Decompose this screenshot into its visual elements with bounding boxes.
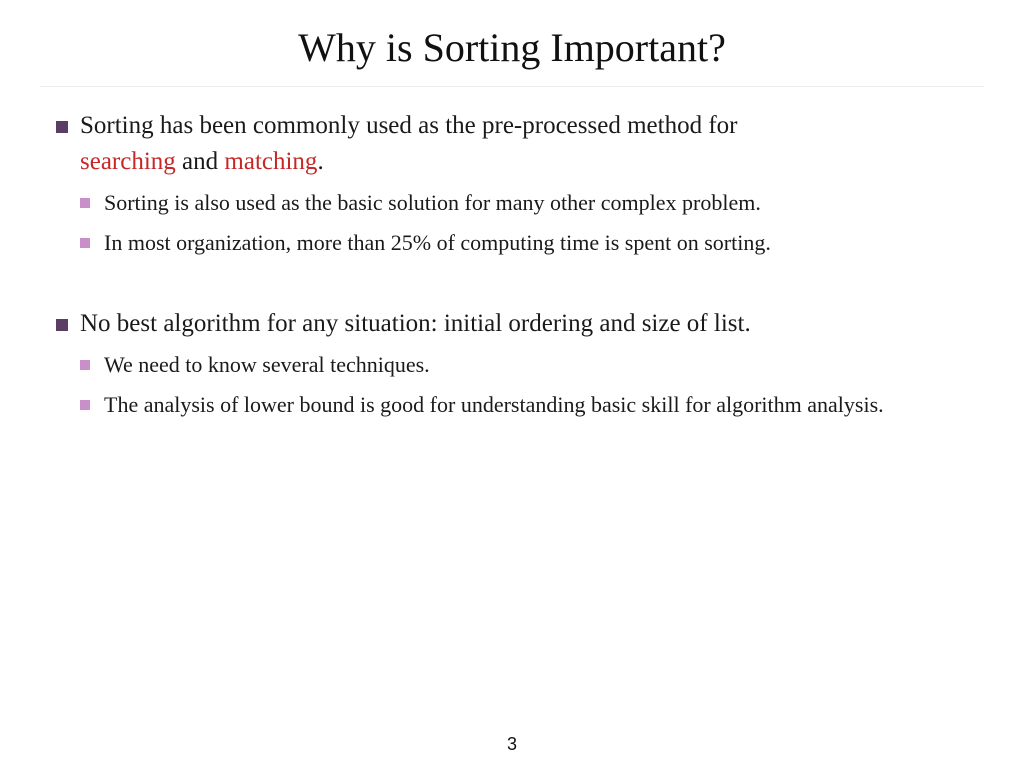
highlight-searching: searching <box>80 148 176 175</box>
sub-bullet-text: In most organization, more than 25% of computing time is spent on sorting. <box>104 230 771 255</box>
sub-bullet-square-icon <box>80 198 90 208</box>
page-number: 3 <box>506 734 517 754</box>
bullet-text-line1: Sorting has been commonly used as the pre-processed method for <box>80 112 738 139</box>
sub-bullet-several-techniques <box>80 348 956 382</box>
sub-bullet-square-icon <box>80 360 90 370</box>
bullet-list <box>56 108 956 422</box>
sub-bullet-text: We need to know several techniques. <box>104 352 430 377</box>
sub-bullet-text: Sorting is also used as the basic solution for many other complex problem. <box>104 190 761 215</box>
bullet-square-icon <box>56 121 68 133</box>
bullet-text-and: and <box>175 148 225 175</box>
sub-bullet-square-icon <box>80 400 90 410</box>
sub-bullet-lower-bound <box>80 388 956 422</box>
highlight-matching: matching <box>224 148 318 175</box>
sub-bullet-basic-solution <box>80 186 956 220</box>
sub-bullet-text: The analysis of lower bound is good for understanding basic skill for algorithm analysis. <box>104 392 884 417</box>
bullet-text: No best algorithm for any situation: initial ordering and size of list. <box>80 310 751 337</box>
bullet-square-icon <box>56 319 68 331</box>
bullet-no-best-algorithm <box>56 306 956 342</box>
bullet-text-period: . <box>317 148 324 175</box>
sub-bullet-computing-time <box>80 226 956 260</box>
bullet-sorting-usage <box>56 108 956 180</box>
title-divider <box>40 86 984 87</box>
sub-bullet-square-icon <box>80 238 90 248</box>
slide-title: Why is Sorting Important? <box>298 25 726 70</box>
